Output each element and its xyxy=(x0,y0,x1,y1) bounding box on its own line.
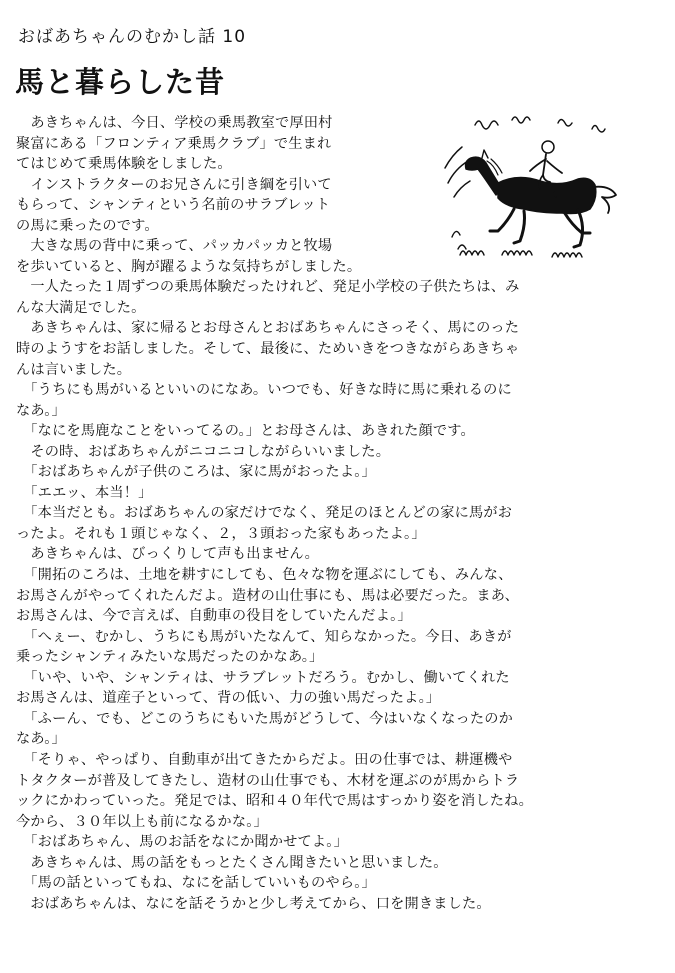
text-line: その時、おばあちゃんがニコニコしながらいいました。 xyxy=(16,443,391,460)
text-line: 「おばあちゃん、馬のお話をなにか聞かせてよ。」 xyxy=(16,834,348,851)
story-body xyxy=(16,113,666,914)
page-title: 馬と暮らした昔 xyxy=(15,65,226,99)
text-line: 「へぇー、むかし、うちにも馬がいたなんて、知らなかった。今日、あきが xyxy=(16,628,512,645)
text-line: 「おばあちゃんが子供のころは、家に馬がおったよ。」 xyxy=(16,464,376,481)
text-line: 「なにを馬鹿なことをいってるの。」とお母さんは、あきれた顔です。 xyxy=(16,423,475,440)
text-line: 「開拓のころは、土地を耕すにしても、色々な物を運ぶにしても、みんな、 xyxy=(16,567,513,584)
text-line: 今から、３０年以上も前になるかな。」 xyxy=(16,813,268,830)
text-line: あきちゃんは、びっくりして声も出ません。 xyxy=(16,546,319,563)
text-line: 大きな馬の背中に乗って、パッカパッカと牧場 xyxy=(16,238,333,255)
text-line: お馬さんは、道産子といって、背の低い、力の強い馬だったよ。」 xyxy=(16,690,441,707)
text-line: 時のようすをお話しました。そして、最後に、ためいきをつきながらあきちゃ xyxy=(16,341,520,358)
text-line: インストラクターのお兄さんに引き綱を引いて xyxy=(16,176,332,193)
text-line: あきちゃんは、家に帰るとお母さんとおばあちゃんにさっそく、馬にのった xyxy=(16,320,520,337)
text-line: んな大満足でした。 xyxy=(16,299,146,316)
text-line: の馬に乗ったのです。 xyxy=(16,217,159,234)
text-line: ったよ。それも１頭じゃなく、２，３頭おった家もあったよ。」 xyxy=(16,525,426,542)
text-line: 「ふーん、でも、どこのうちにもいた馬がどうして、今はいなくなったのか xyxy=(16,710,514,727)
text-line: なあ。」 xyxy=(16,731,66,748)
text-line: 一人たった１周ずつの乗馬体験だったけれど、発足小学校の子供たちは、み xyxy=(16,279,520,296)
text-line: あきちゃんは、馬の話をもっとたくさん聞きたいと思いました。 xyxy=(16,854,448,871)
text-line: おばあちゃんは、なにを話そうかと少し考えてから、口を開きました。 xyxy=(16,895,491,912)
text-line: 乗ったシャンティみたいな馬だったのかなあ。」 xyxy=(16,649,324,666)
text-line: を歩いていると、胸が躍るような気持ちがしました。 xyxy=(16,258,362,275)
text-line: 「エエッ、本当！」 xyxy=(16,484,153,501)
text-line: 「本当だとも。おばあちゃんの家だけでなく、発足のほとんどの家に馬がお xyxy=(16,505,513,522)
series-heading: おばあちゃんのむかし話 10 xyxy=(18,27,247,47)
text-line: 「うちにも馬がいるといいのになあ。いつでも、好きな時に馬に乗れるのに xyxy=(16,382,512,399)
text-line: てはじめて乗馬体験をしました。 xyxy=(16,156,232,173)
text-line: お馬さんは、今で言えば、自動車の役目をしていたんだよ。」 xyxy=(16,608,412,625)
text-line: 聚富にある「フロンティア乗馬クラブ」で生まれ xyxy=(16,135,332,152)
text-line: お馬さんがやってくれたんだよ。造材の山仕事にも、馬は必要だった。まあ、 xyxy=(16,587,519,604)
text-line: なあ。」 xyxy=(16,402,66,419)
text-line: あきちゃんは、今日、学校の乗馬教室で厚田村 xyxy=(16,115,333,131)
text-line: ックにかわっていった。発足では、昭和４０年代で馬はすっかり姿を消したね。 xyxy=(16,793,533,810)
text-line: んは言いました。 xyxy=(16,361,132,378)
text-line: 「馬の話といってもね、なにを話していいものやら。」 xyxy=(16,875,376,892)
text-line: トタクターが普及してきたし、造材の山仕事でも、木材を運ぶのが馬からトラ xyxy=(16,772,520,789)
text-line: 「いや、いや、シャンティは、サラブレットだろう。むかし、働いてくれた xyxy=(16,669,510,686)
text-line: もらって、シャンティという名前のサラブレット xyxy=(16,197,331,214)
text-line: 「そりゃ、やっぱり、自動車が出てきたからだよ。田の仕事では、耕運機や xyxy=(16,751,513,768)
